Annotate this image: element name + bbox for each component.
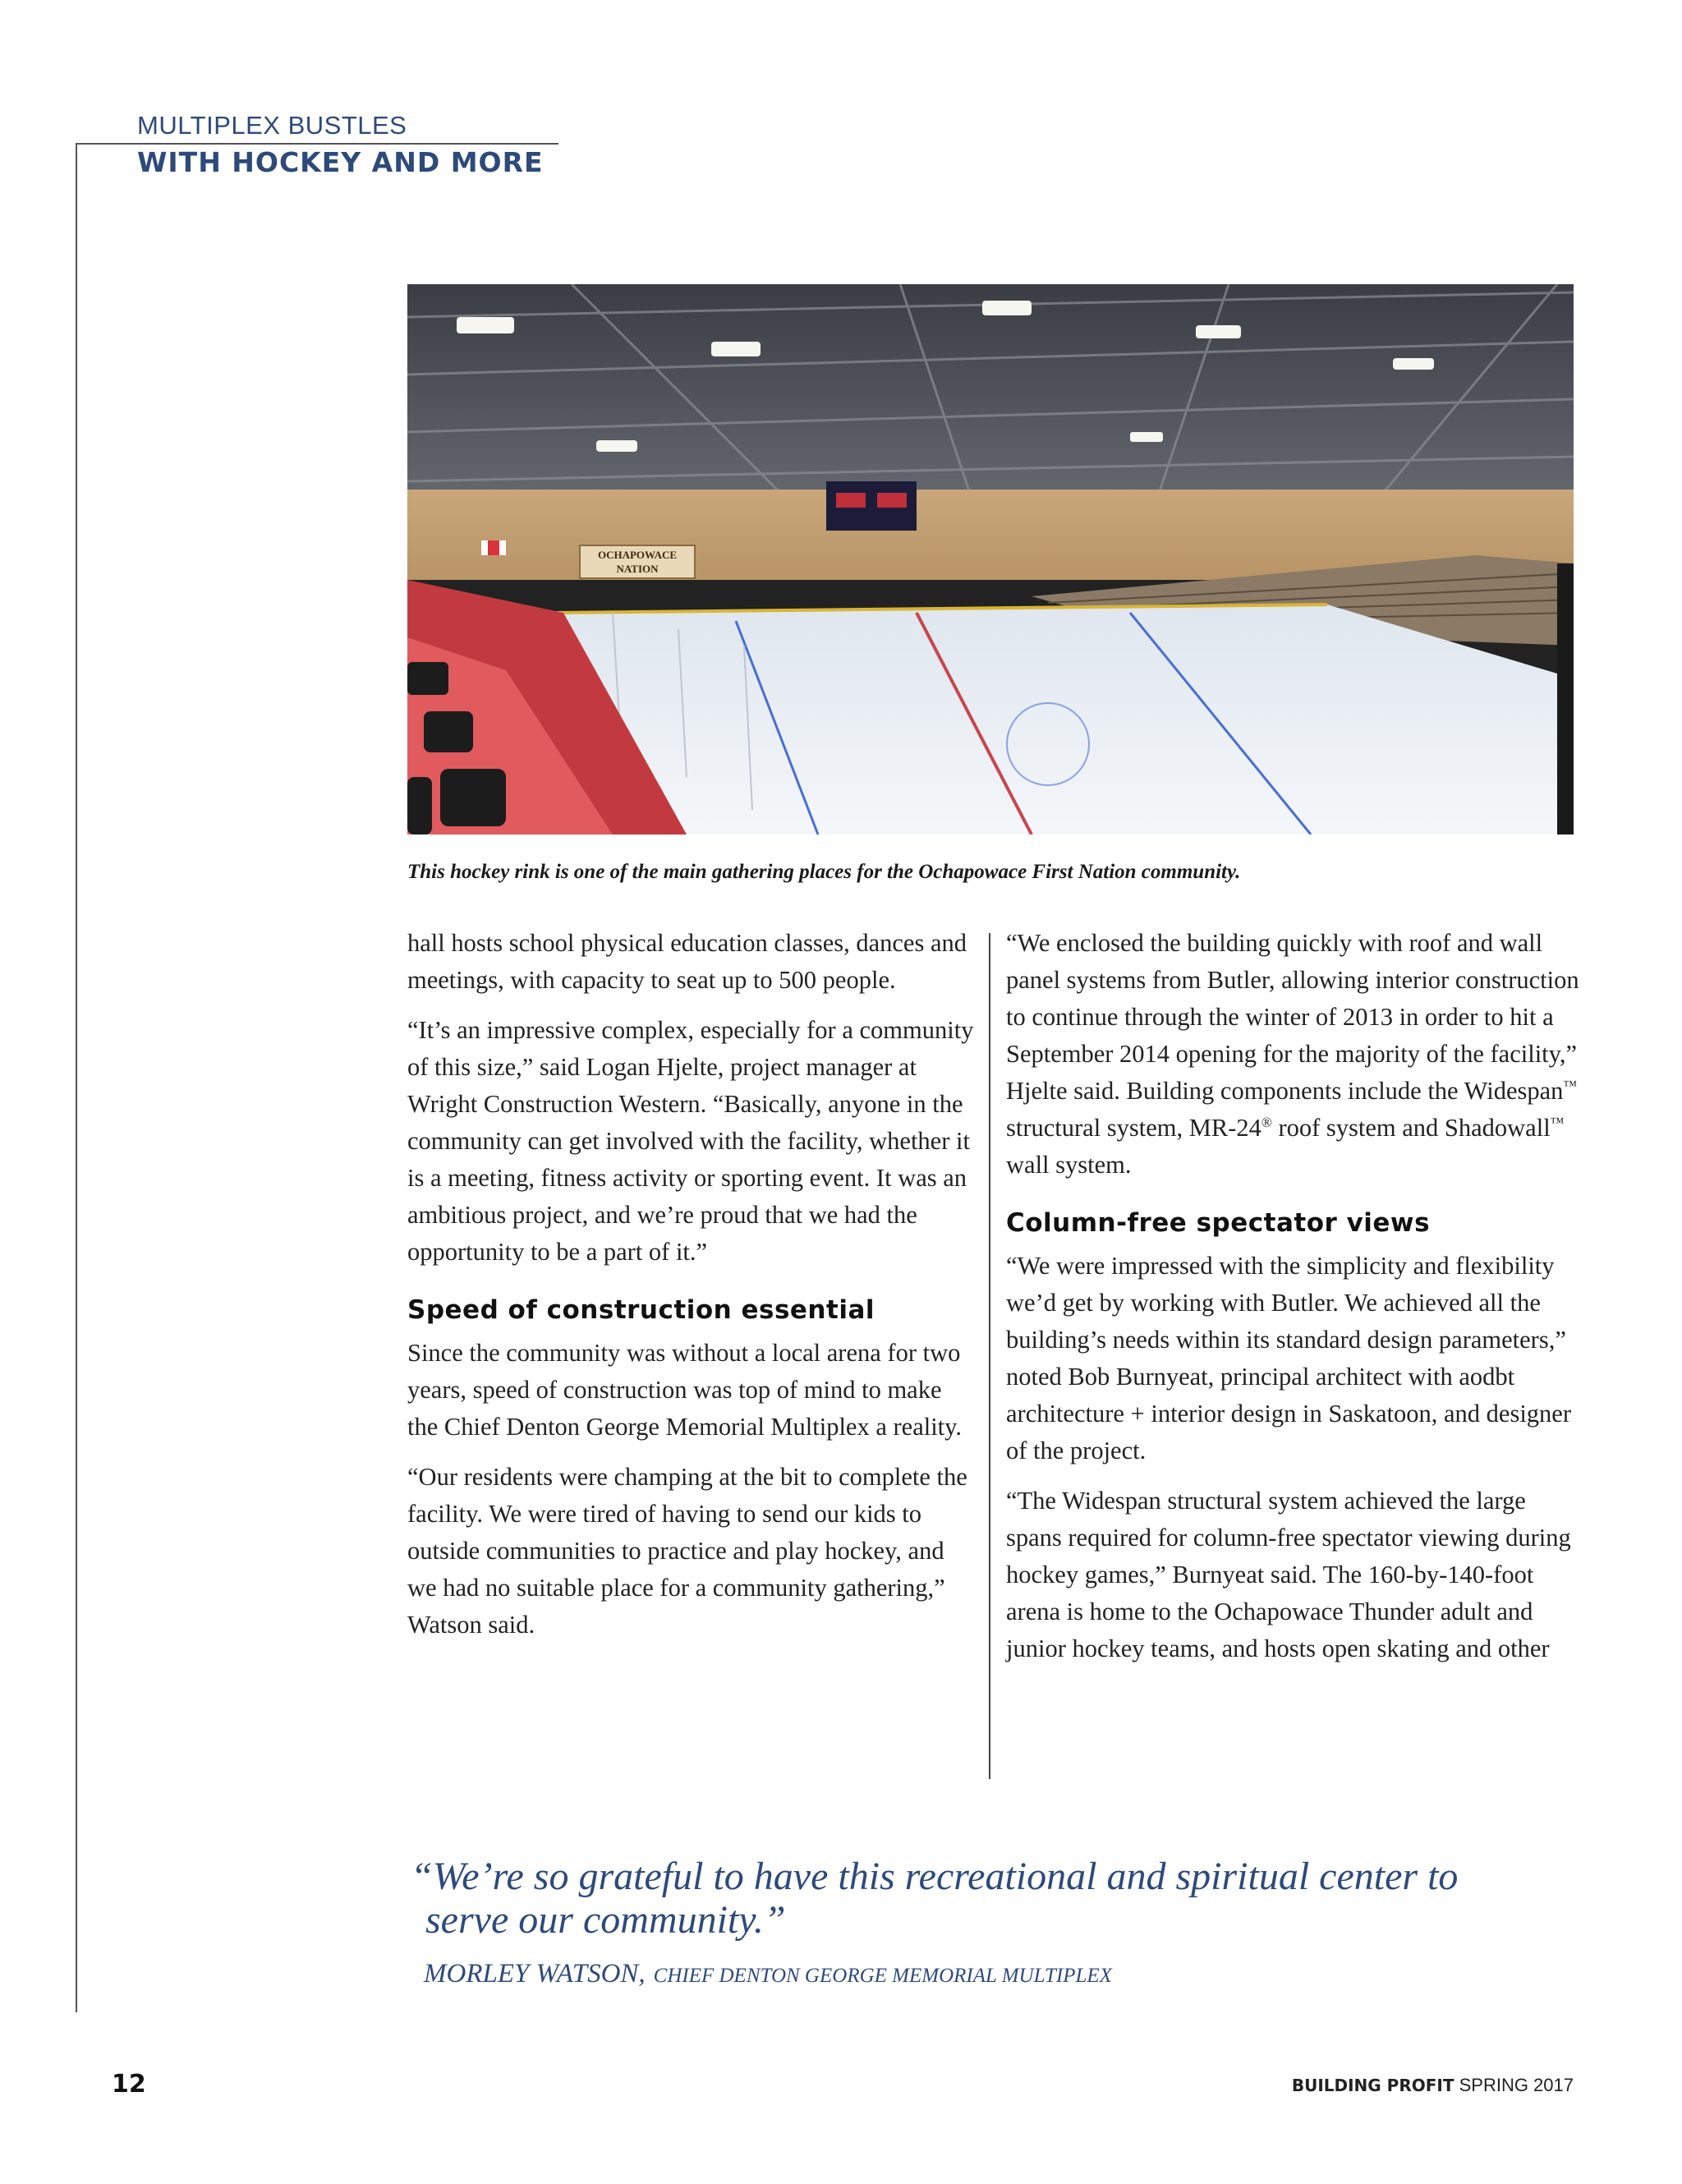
- left-paragraph-3: Since the community was without a local arena for two years, speed of construction was top of mind to make the Chief Denton George Memorial Multiplex a reality.: [407, 1339, 963, 1441]
- trademark-symbol: ™: [1563, 1077, 1578, 1093]
- right-paragraph-1: [1006, 925, 1581, 1184]
- rink-sign-line1: OCHAPOWACE: [597, 549, 678, 561]
- rink-sign-line2: NATION: [616, 563, 659, 575]
- right-paragraph-2: “We were impressed with the simplicity and flexibility we’d get by working with Butler. We achieved all the building’s needs within its standard design parameters,” noted Bob Burnyeat, principal architect with aodbt architecture + interior design in Saskatoon, and designer of the project.: [1006, 1252, 1571, 1464]
- issue-date: SPRING 2017: [1459, 2075, 1574, 2095]
- left-paragraph-2: “It’s an impressive complex, especially for a community of this size,” said Logan Hjelte, project manager at Wright Construction Western. “Basically, anyone in the community can get involved with the facility, whether it is a meeting, fitness activity or sporting event. It was an ambitious project, and we’re proud that we had the opportunity to be a part of it.”: [407, 1016, 974, 1266]
- registered-symbol: ®: [1261, 1114, 1272, 1130]
- section-kicker: MULTIPLEX BUSTLES: [137, 111, 407, 140]
- header-rule: [76, 143, 558, 145]
- photo-caption: This hockey rink is one of the main gathering places for the Ochapowace First Nation community.: [407, 861, 1241, 883]
- subhead-column-free-views: Column-free spectator views: [1006, 1208, 1431, 1238]
- left-column: [407, 925, 974, 1657]
- attribution-title: CHIEF DENTON GEORGE MEMORIAL MULTIPLEX: [653, 1965, 1112, 1987]
- subhead-speed-of-construction: Speed of construction essential: [407, 1295, 875, 1325]
- right-paragraph-1-part-a: “We enclosed the building quickly with roof and wall panel systems from Butler, allowing interior construction to continue through the winter of 2013 in order to hit a September 2014 opening for the majority of the facility,” Hjelte said. Building components include the Widespan: [1006, 929, 1579, 1105]
- article-headline: WITH HOCKEY AND MORE: [137, 146, 544, 178]
- left-paragraph-1: hall hosts school physical education classes, dances and meetings, with capacity to seat up to 500 people.: [407, 929, 967, 994]
- pull-quote-line-2: serve our community.”: [425, 1898, 786, 1942]
- left-margin-rule: [76, 143, 77, 2012]
- pull-quote-attribution: [424, 1959, 1112, 1989]
- publication-footer: [1292, 2075, 1574, 2096]
- hockey-rink-photo: [407, 284, 1574, 835]
- publication-name: BUILDING PROFIT: [1291, 2076, 1455, 2095]
- right-paragraph-1-part-d: wall system.: [1006, 1151, 1132, 1179]
- attribution-name: MORLEY WATSON,: [424, 1959, 646, 1989]
- left-paragraph-4: “Our residents were champing at the bit to complete the facility. We were tired of having to send our kids to outside communities to practice and play hockey, and we had no suitable place for a community gathering,” Watson said.: [407, 1463, 967, 1639]
- right-column: [1006, 925, 1581, 1681]
- pull-quote: [411, 1855, 1577, 1942]
- trademark-symbol-2: ™: [1550, 1114, 1565, 1130]
- page-number: 12: [112, 2070, 146, 2099]
- pull-quote-line-1: “We’re so grateful to have this recreational and spiritual center to: [411, 1855, 1459, 1898]
- right-paragraph-1-part-b: structural system, MR-24: [1006, 1114, 1262, 1142]
- column-divider: [989, 933, 990, 1779]
- right-paragraph-1-part-c: roof system and Shadowall: [1271, 1114, 1551, 1142]
- right-paragraph-3: “The Widespan structural system achieved the large spans required for column-free spectator viewing during hockey games,” Burnyeat said. The 160-by-140-foot arena is home to the Ochapowace Thunder adult and junior hockey teams, and hosts open skating and other: [1006, 1487, 1571, 1662]
